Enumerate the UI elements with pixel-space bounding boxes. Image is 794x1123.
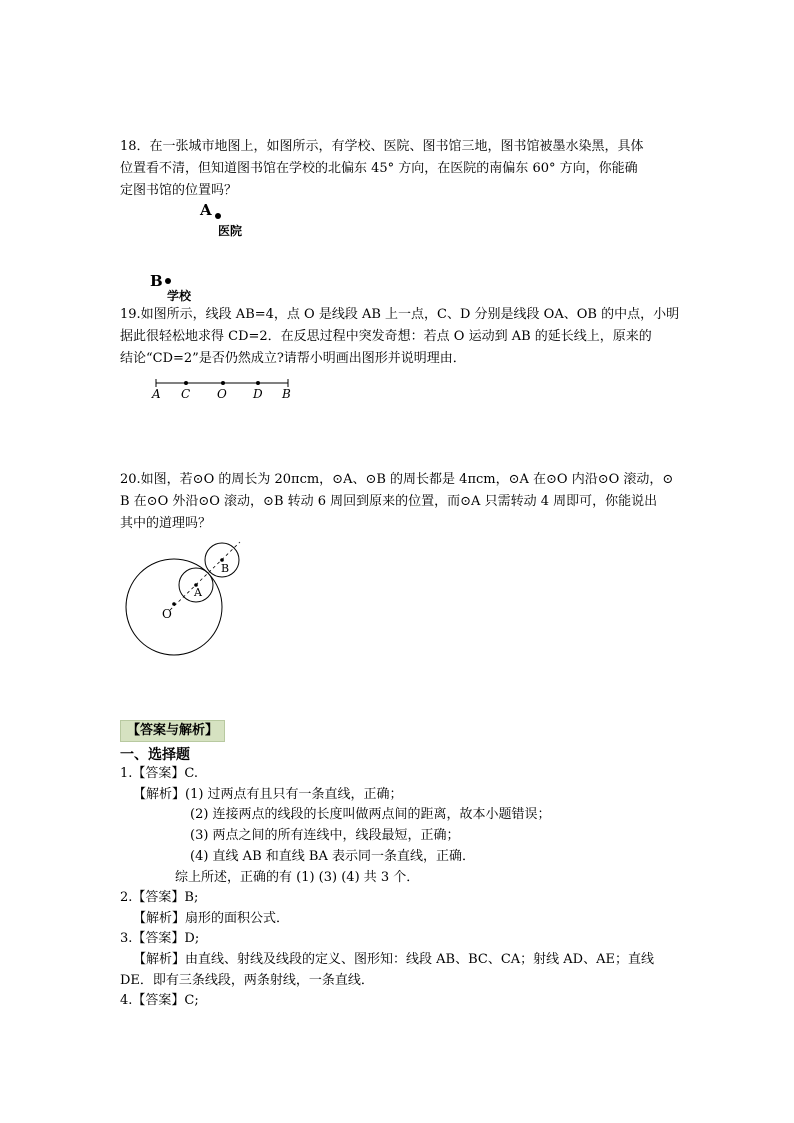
label-a: A xyxy=(194,586,202,599)
q18-line-2: 位置看不清，但知道图书馆在学校的北偏东 45° 方向，在医院的南偏东 60° 方向，你能确 xyxy=(120,161,638,176)
answer-1-explain-4: (4) 直线 AB 和直线 BA 表示同一条直线，正确． xyxy=(190,849,475,864)
label-d: D xyxy=(253,387,263,401)
answers-tag: 【答案与解析】 xyxy=(120,720,225,742)
answer-1-explain-3: (3) 两点之间的所有连线中，线段最短，正确； xyxy=(190,828,460,843)
answer-1-explain-1: 【解析】(1) 过两点有且只有一条直线，正确； xyxy=(133,787,403,802)
answer-1-summary: 综上所述，正确的有 (1) (3) (4) 共 3 个． xyxy=(175,870,420,885)
hospital-point xyxy=(215,213,221,219)
point-c xyxy=(184,381,188,385)
hospital-letter: A xyxy=(200,201,212,219)
circle-o xyxy=(126,559,222,655)
label-a: A xyxy=(152,387,161,401)
q20-line-3: 其中的道理吗？ xyxy=(120,516,212,531)
answer-4: 4.【答案】C; xyxy=(120,993,199,1008)
hospital-label: 医院 xyxy=(218,224,243,238)
answer-3-explain-1: 【解析】由直线、射线及线段的定义、图形知：线段 AB、BC、CA；射线 AD、AE；直线 xyxy=(133,952,654,967)
q20-line-2: B 在⊙O 外沿⊙O 滚动，⊙B 转动 6 周回到原来的位置，而⊙A 只需转动 4 周即可，你能说出 xyxy=(120,494,658,509)
school-letter: B xyxy=(150,272,163,290)
label-o: O xyxy=(162,607,172,621)
q19-line-1: 19.如图所示，线段 AB=4，点 O 是线段 AB 上一点，C、D 分别是线段 OA、OB 的中点，小明 xyxy=(120,307,680,322)
label-c: C xyxy=(181,387,191,401)
answer-1-explain-2: (2) 连接两点的线段的长度叫做两点间的距离，故本小题错误； xyxy=(190,807,551,822)
q19-line-2: 据此很轻松地求得 CD=2．在反思过程中突发奇想：若点 O 运动到 AB 的延长线上，原来的 xyxy=(120,329,652,344)
label-o: O xyxy=(217,387,227,401)
q18-line-3: 定图书馆的位置吗？ xyxy=(120,183,238,198)
point-o xyxy=(221,381,225,385)
school-label: 学校 xyxy=(167,289,192,303)
answer-3-explain-2: DE．即有三条线段，两条射线，一条直线． xyxy=(120,973,374,988)
q18-map-figure xyxy=(140,198,260,304)
point-d xyxy=(256,381,260,385)
label-b: B xyxy=(282,387,291,401)
answer-3: 3.【答案】D; xyxy=(120,931,200,946)
answer-1: 1.【答案】C. xyxy=(120,766,199,781)
q19-line-3: 结论“CD=2”是否仍然成立?请帮小明画出图形并说明理由． xyxy=(120,351,466,366)
answer-2-explain: 【解析】扇形的面积公式． xyxy=(133,911,290,926)
school-point xyxy=(165,278,171,284)
label-b: B xyxy=(221,562,230,575)
section-heading: 一、选择题 xyxy=(120,747,190,763)
q20-circles-figure xyxy=(120,538,250,668)
q18-line-1: 18．在一张城市地图上，如图所示，有学校、医院、图书馆三地，图书馆被墨水染黑，具体 xyxy=(120,139,644,154)
q20-line-1: 20.如图，若⊙O 的周长为 20πcm，⊙A、⊙B 的周长都是 4πcm，⊙A 在⊙O 内沿⊙O 滚动，⊙ xyxy=(120,472,674,487)
answer-2: 2.【答案】B; xyxy=(120,890,199,905)
center-o xyxy=(172,602,176,606)
q19-segment-figure xyxy=(150,376,300,406)
